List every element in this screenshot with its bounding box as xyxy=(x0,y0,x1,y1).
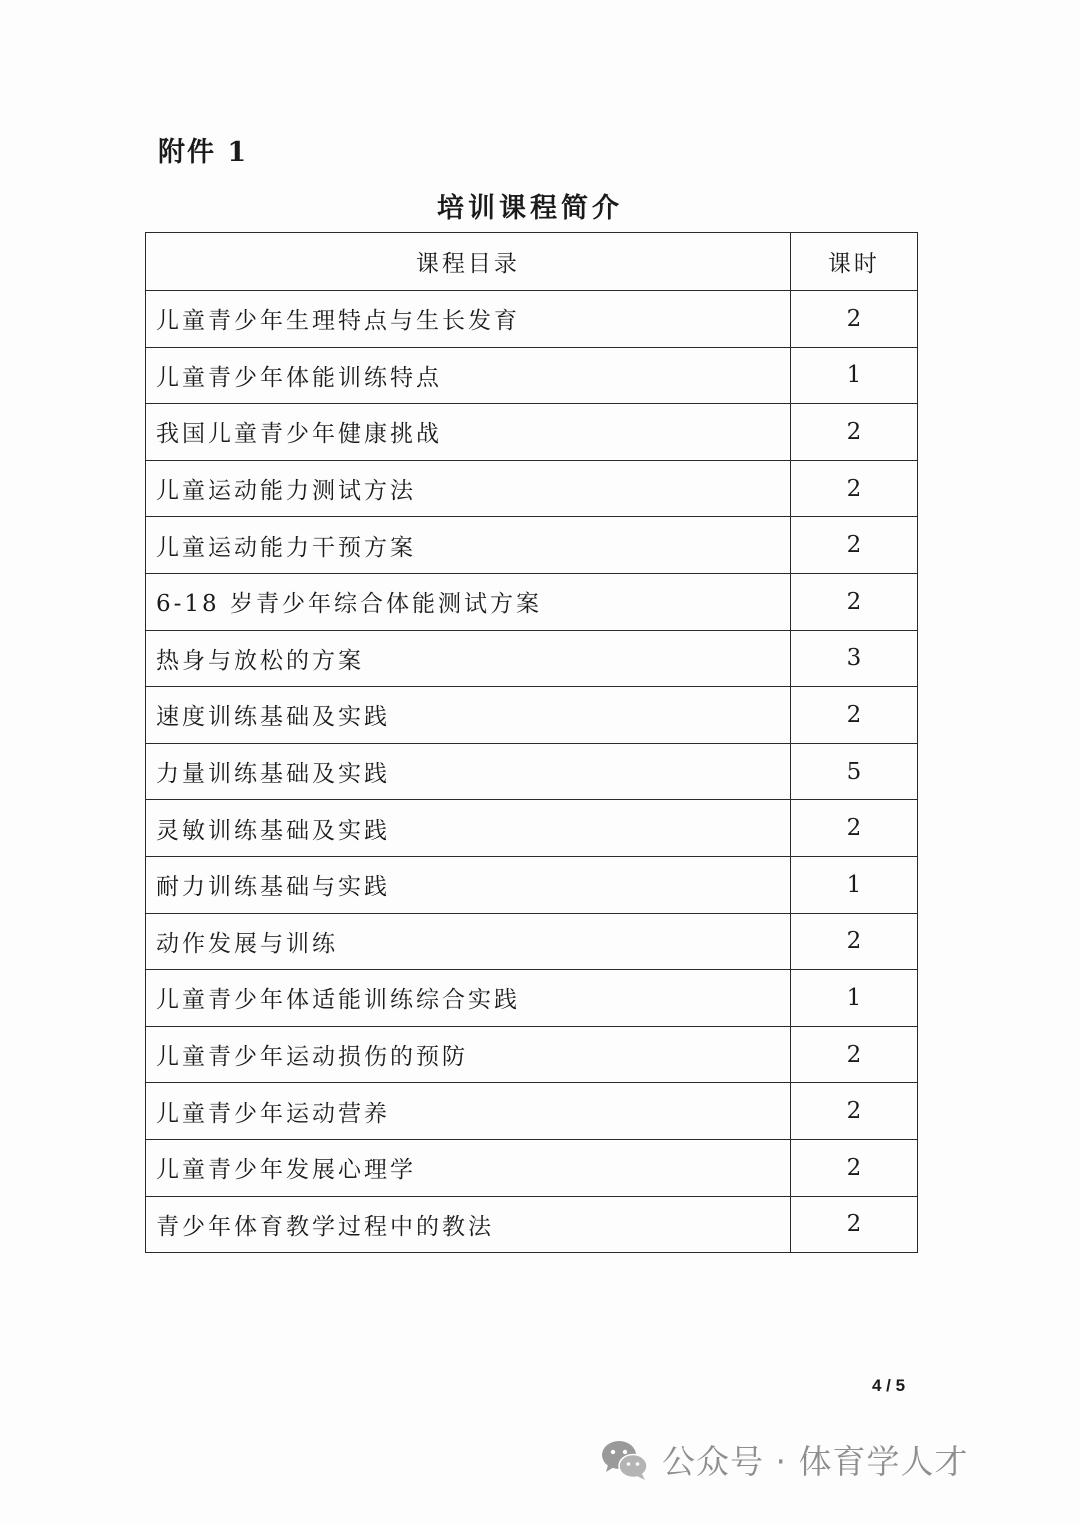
course-hours-cell: 5 xyxy=(790,743,917,800)
table-row xyxy=(146,856,918,913)
table-row xyxy=(146,913,918,970)
course-name-cell: 力量训练基础及实践 xyxy=(146,743,791,800)
table-row xyxy=(146,687,918,744)
course-hours-cell: 2 xyxy=(790,1083,917,1140)
course-hours-cell: 2 xyxy=(790,517,917,574)
table-row xyxy=(146,1139,918,1196)
course-hours-cell: 2 xyxy=(790,573,917,630)
table-row xyxy=(146,800,918,857)
page-number: 4 / 5 xyxy=(872,1376,906,1395)
course-hours-cell: 3 xyxy=(790,630,917,687)
table-row xyxy=(146,517,918,574)
table-row xyxy=(146,1196,918,1253)
header-hours: 课时 xyxy=(790,233,917,291)
course-name-cell: 儿童运动能力测试方法 xyxy=(146,460,791,517)
footer-watermark xyxy=(600,1436,968,1483)
course-name-cell: 灵敏训练基础及实践 xyxy=(146,800,791,857)
course-hours-cell: 1 xyxy=(790,970,917,1027)
table-row xyxy=(146,1083,918,1140)
course-name-cell: 动作发展与训练 xyxy=(146,913,791,970)
course-name-cell: 青少年体育教学过程中的教法 xyxy=(146,1196,791,1253)
table-row xyxy=(146,347,918,404)
course-hours-cell: 2 xyxy=(790,1196,917,1253)
course-hours-cell: 2 xyxy=(790,913,917,970)
table-row xyxy=(146,291,918,348)
course-hours-cell: 1 xyxy=(790,347,917,404)
course-hours-cell: 2 xyxy=(790,1026,917,1083)
footer-account-text: 公众号 · 体育学人才 xyxy=(662,1442,969,1481)
course-hours-cell: 2 xyxy=(790,291,917,348)
wechat-icon xyxy=(600,1438,650,1482)
table-row xyxy=(146,630,918,687)
table-row xyxy=(146,970,918,1027)
table-row xyxy=(146,1026,918,1083)
course-hours-cell: 2 xyxy=(790,687,917,744)
course-name-cell: 儿童运动能力干预方案 xyxy=(146,517,791,574)
table-row xyxy=(146,573,918,630)
course-hours-cell: 2 xyxy=(790,800,917,857)
header-course-catalog: 课程目录 xyxy=(146,233,791,291)
course-name-cell: 热身与放松的方案 xyxy=(146,630,791,687)
table-row xyxy=(146,404,918,461)
course-hours-cell: 1 xyxy=(790,856,917,913)
table-row xyxy=(146,460,918,517)
course-hours-cell: 2 xyxy=(790,460,917,517)
course-name-cell: 耐力训练基础与实践 xyxy=(146,856,791,913)
course-name-cell: 速度训练基础及实践 xyxy=(146,687,791,744)
course-name-cell: 儿童青少年体适能训练综合实践 xyxy=(146,970,791,1027)
course-name-cell: 儿童青少年生理特点与生长发育 xyxy=(146,291,791,348)
attachment-label: 附件 1 xyxy=(158,137,249,168)
document-title: 培训课程简介 xyxy=(437,193,623,224)
course-name-cell: 儿童青少年运动营养 xyxy=(146,1083,791,1140)
table-row xyxy=(146,743,918,800)
course-name-cell: 我国儿童青少年健康挑战 xyxy=(146,404,791,461)
course-name-cell: 儿童青少年发展心理学 xyxy=(146,1139,791,1196)
table-header-row xyxy=(146,233,918,291)
course-name-cell: 儿童青少年运动损伤的预防 xyxy=(146,1026,791,1083)
course-hours-cell: 2 xyxy=(790,404,917,461)
course-name-cell: 儿童青少年体能训练特点 xyxy=(146,347,791,404)
course-table xyxy=(145,232,918,1253)
course-hours-cell: 2 xyxy=(790,1139,917,1196)
course-name-cell: 6-18 岁青少年综合体能测试方案 xyxy=(146,573,791,630)
